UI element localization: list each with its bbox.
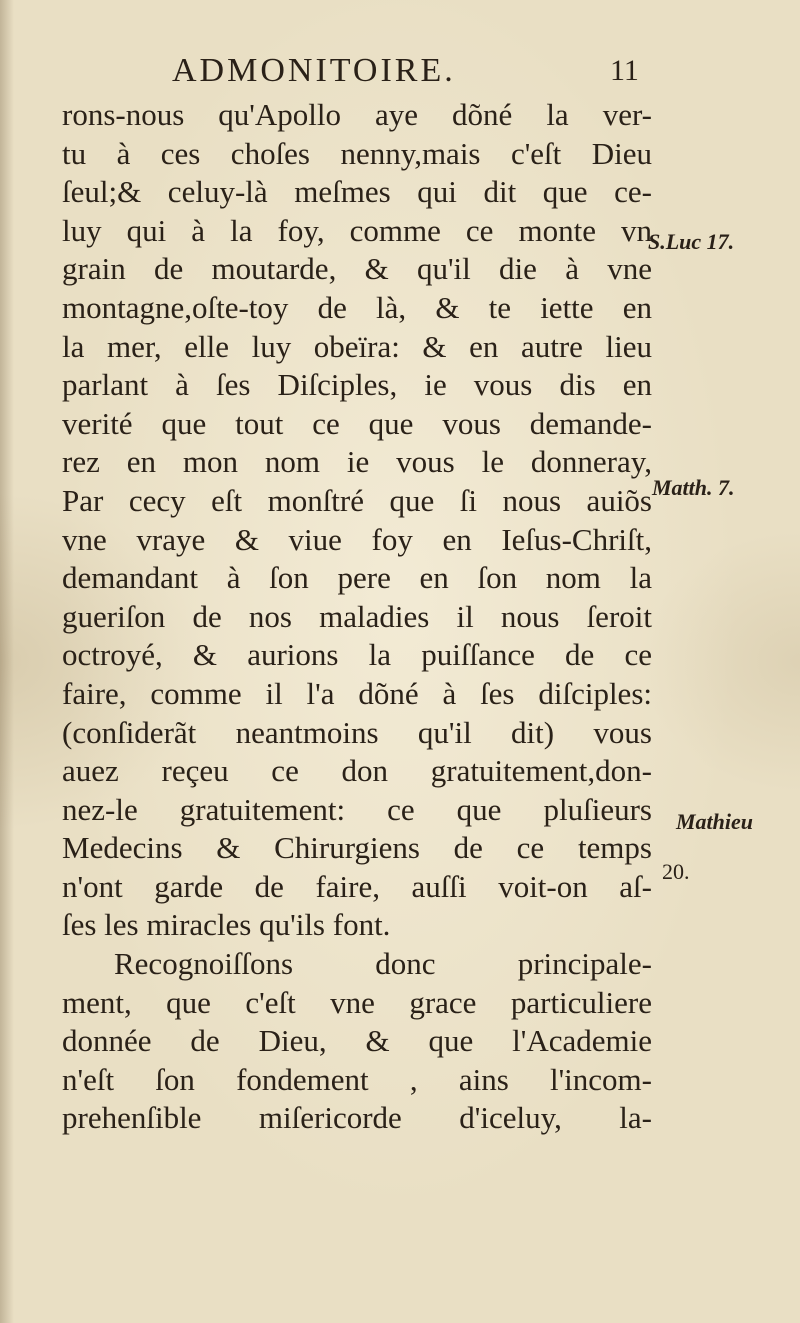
text-line: rez en mon nom ie vous le donneray,	[62, 444, 652, 480]
body-text	[62, 96, 652, 1138]
text-line: verité que tout ce que vous demande-	[62, 405, 652, 441]
running-title: ADMONITOIRE.	[172, 52, 456, 89]
marginal-note-luke: S.Luc 17.	[648, 229, 735, 254]
paragraph-start-line: Recognoiſſons donc principale-	[114, 946, 652, 982]
gutter-shadow	[0, 0, 14, 1323]
text-line: n'eſt ſon fondement , ains l'incom-	[62, 1061, 652, 1097]
text-line: demandant à ſon pere en ſon nom la	[62, 560, 652, 596]
text-line: la mer, elle luy obeïra: & en autre lieu	[62, 328, 652, 364]
text-line: tu à ces choſes nenny,mais c'eſt Dieu	[62, 135, 652, 171]
paragraph-end-line: ſes les miracles qu'ils font.	[62, 907, 391, 943]
text-line: ſeul;& celuy-là meſmes qui dit que ce-	[62, 174, 652, 210]
text-line: montagne,oſte-toy de là, & te iette en	[62, 289, 652, 325]
text-line: vne vraye & viue foy en Ieſus-Chriſt,	[62, 521, 652, 557]
text-line: luy qui à la foy, comme ce monte vn	[62, 212, 652, 248]
text-line: gueriſon de nos maladies il nous ſeroit	[62, 598, 652, 634]
marginal-note-matthew: Mathieu	[676, 809, 754, 834]
text-line: prehenſible miſericorde d'iceluy, la-	[62, 1100, 652, 1136]
marginal-note-matthew-7: Matth. 7.	[652, 475, 735, 500]
page-header	[62, 46, 642, 96]
text-line: octroyé, & aurions la puiſſance de ce	[62, 637, 652, 673]
text-line: auez reçeu ce don gratuitement,don-	[62, 753, 652, 789]
text-line: rons-nous qu'Apollo aye dõné la ver-	[62, 97, 652, 132]
marginal-note-chapter-20: 20.	[662, 859, 690, 884]
text-line: ment, que c'eſt vne grace particuliere	[62, 984, 652, 1020]
text-line: Medecins & Chirurgiens de ce temps	[62, 830, 652, 866]
text-line: nez-le gratuitement: ce que pluſieurs	[62, 791, 652, 827]
text-line: parlant à ſes Diſciples, ie vous dis en	[62, 367, 652, 403]
text-line: faire, comme il l'a dõné à ſes diſciples:	[62, 675, 652, 711]
text-line: donnée de Dieu, & que l'Academie	[62, 1023, 652, 1059]
page-number: 11	[610, 54, 639, 87]
text-line: n'ont garde de faire, auſſi voit-on aſ-	[62, 868, 652, 904]
text-line: (conſiderãt neantmoins qu'il dit) vous	[62, 714, 652, 750]
text-line: Par cecy eſt monſtré que ſi nous auiõs	[62, 482, 652, 518]
text-line: grain de moutarde, & qu'il die à vne	[62, 251, 652, 287]
